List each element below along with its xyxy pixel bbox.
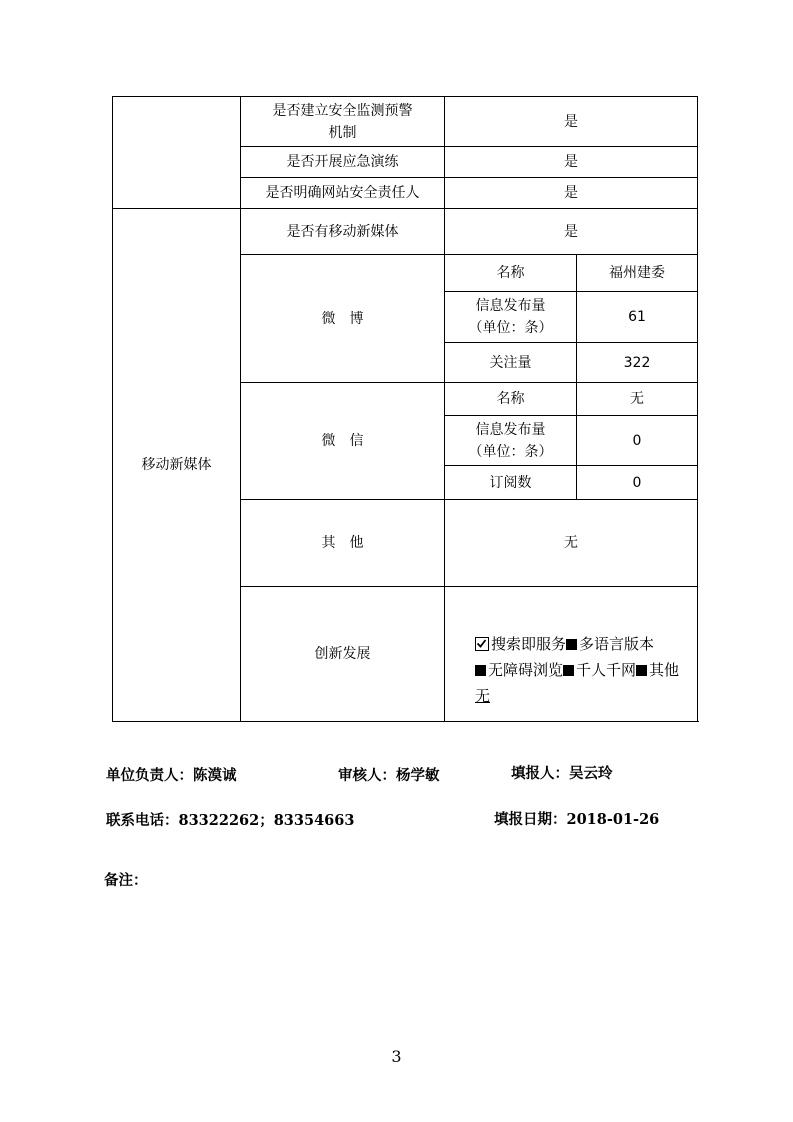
drill-value: 是	[445, 147, 698, 178]
filler: 填报人：吴云玲	[511, 765, 613, 782]
weixin-name-label: 名称	[445, 383, 577, 416]
weixin-posts-label: 信息发布量 （单位：条）	[445, 416, 577, 466]
has-media-value: 是	[445, 209, 698, 255]
weibo-name-label: 名称	[445, 255, 577, 292]
contact-phone: 联系电话：83322262；83354663	[106, 812, 355, 829]
weibo-label: 微 博	[241, 255, 445, 383]
weibo-follow-value: 322	[577, 343, 698, 383]
report-table	[112, 96, 698, 722]
remark-label: 备注：	[104, 872, 148, 889]
monitor-value: 是	[445, 97, 698, 147]
has-media-label: 是否有移动新媒体	[241, 209, 445, 255]
page-number: 3	[391, 1047, 402, 1066]
filled-square-icon	[566, 639, 577, 650]
weibo-follow-label: 关注量	[445, 343, 577, 383]
unit-head: 单位负责人：陈漠诚	[106, 767, 237, 784]
other-media-value: 无	[445, 500, 698, 587]
weixin-posts-value: 0	[577, 416, 698, 466]
weixin-subs-value: 0	[577, 466, 698, 500]
innovation-option-search: 搜索即服务	[475, 635, 566, 653]
innovation-option-accessibility: 无障碍浏览	[475, 661, 563, 679]
responsible-label: 是否明确网站安全责任人	[241, 178, 445, 209]
innovation-other-value: 无	[475, 687, 491, 705]
weixin-name-value: 无	[577, 383, 698, 416]
table-row	[113, 209, 698, 255]
filled-square-icon	[636, 665, 647, 676]
drill-label: 是否开展应急演练	[241, 147, 445, 178]
innovation-option-personalized: 千人千网	[563, 661, 636, 679]
other-media-label: 其 他	[241, 500, 445, 587]
responsible-value: 是	[445, 178, 698, 209]
reviewer: 审核人：杨学敏	[338, 767, 440, 784]
fill-date: 填报日期：2018-01-26	[494, 811, 660, 828]
innovation-option-other: 其他	[636, 661, 679, 679]
filled-square-icon	[563, 665, 574, 676]
weixin-label: 微 信	[241, 383, 445, 500]
innovation-label: 创新发展	[241, 587, 445, 722]
monitor-label: 是否建立安全监测预警 机制	[241, 97, 445, 147]
new-media-section-label: 移动新媒体	[113, 209, 241, 722]
filled-square-icon	[475, 665, 486, 676]
checked-checkbox-icon	[475, 637, 489, 651]
weibo-name-value: 福州建委	[577, 255, 698, 292]
innovation-options-cell	[445, 587, 698, 722]
weibo-posts-value: 61	[577, 292, 698, 343]
security-section-cell	[113, 97, 241, 209]
table-row	[113, 97, 698, 147]
weibo-posts-label: 信息发布量 （单位：条）	[445, 292, 577, 343]
innovation-option-multilang: 多语言版本	[566, 635, 654, 653]
weixin-subs-label: 订阅数	[445, 466, 577, 500]
